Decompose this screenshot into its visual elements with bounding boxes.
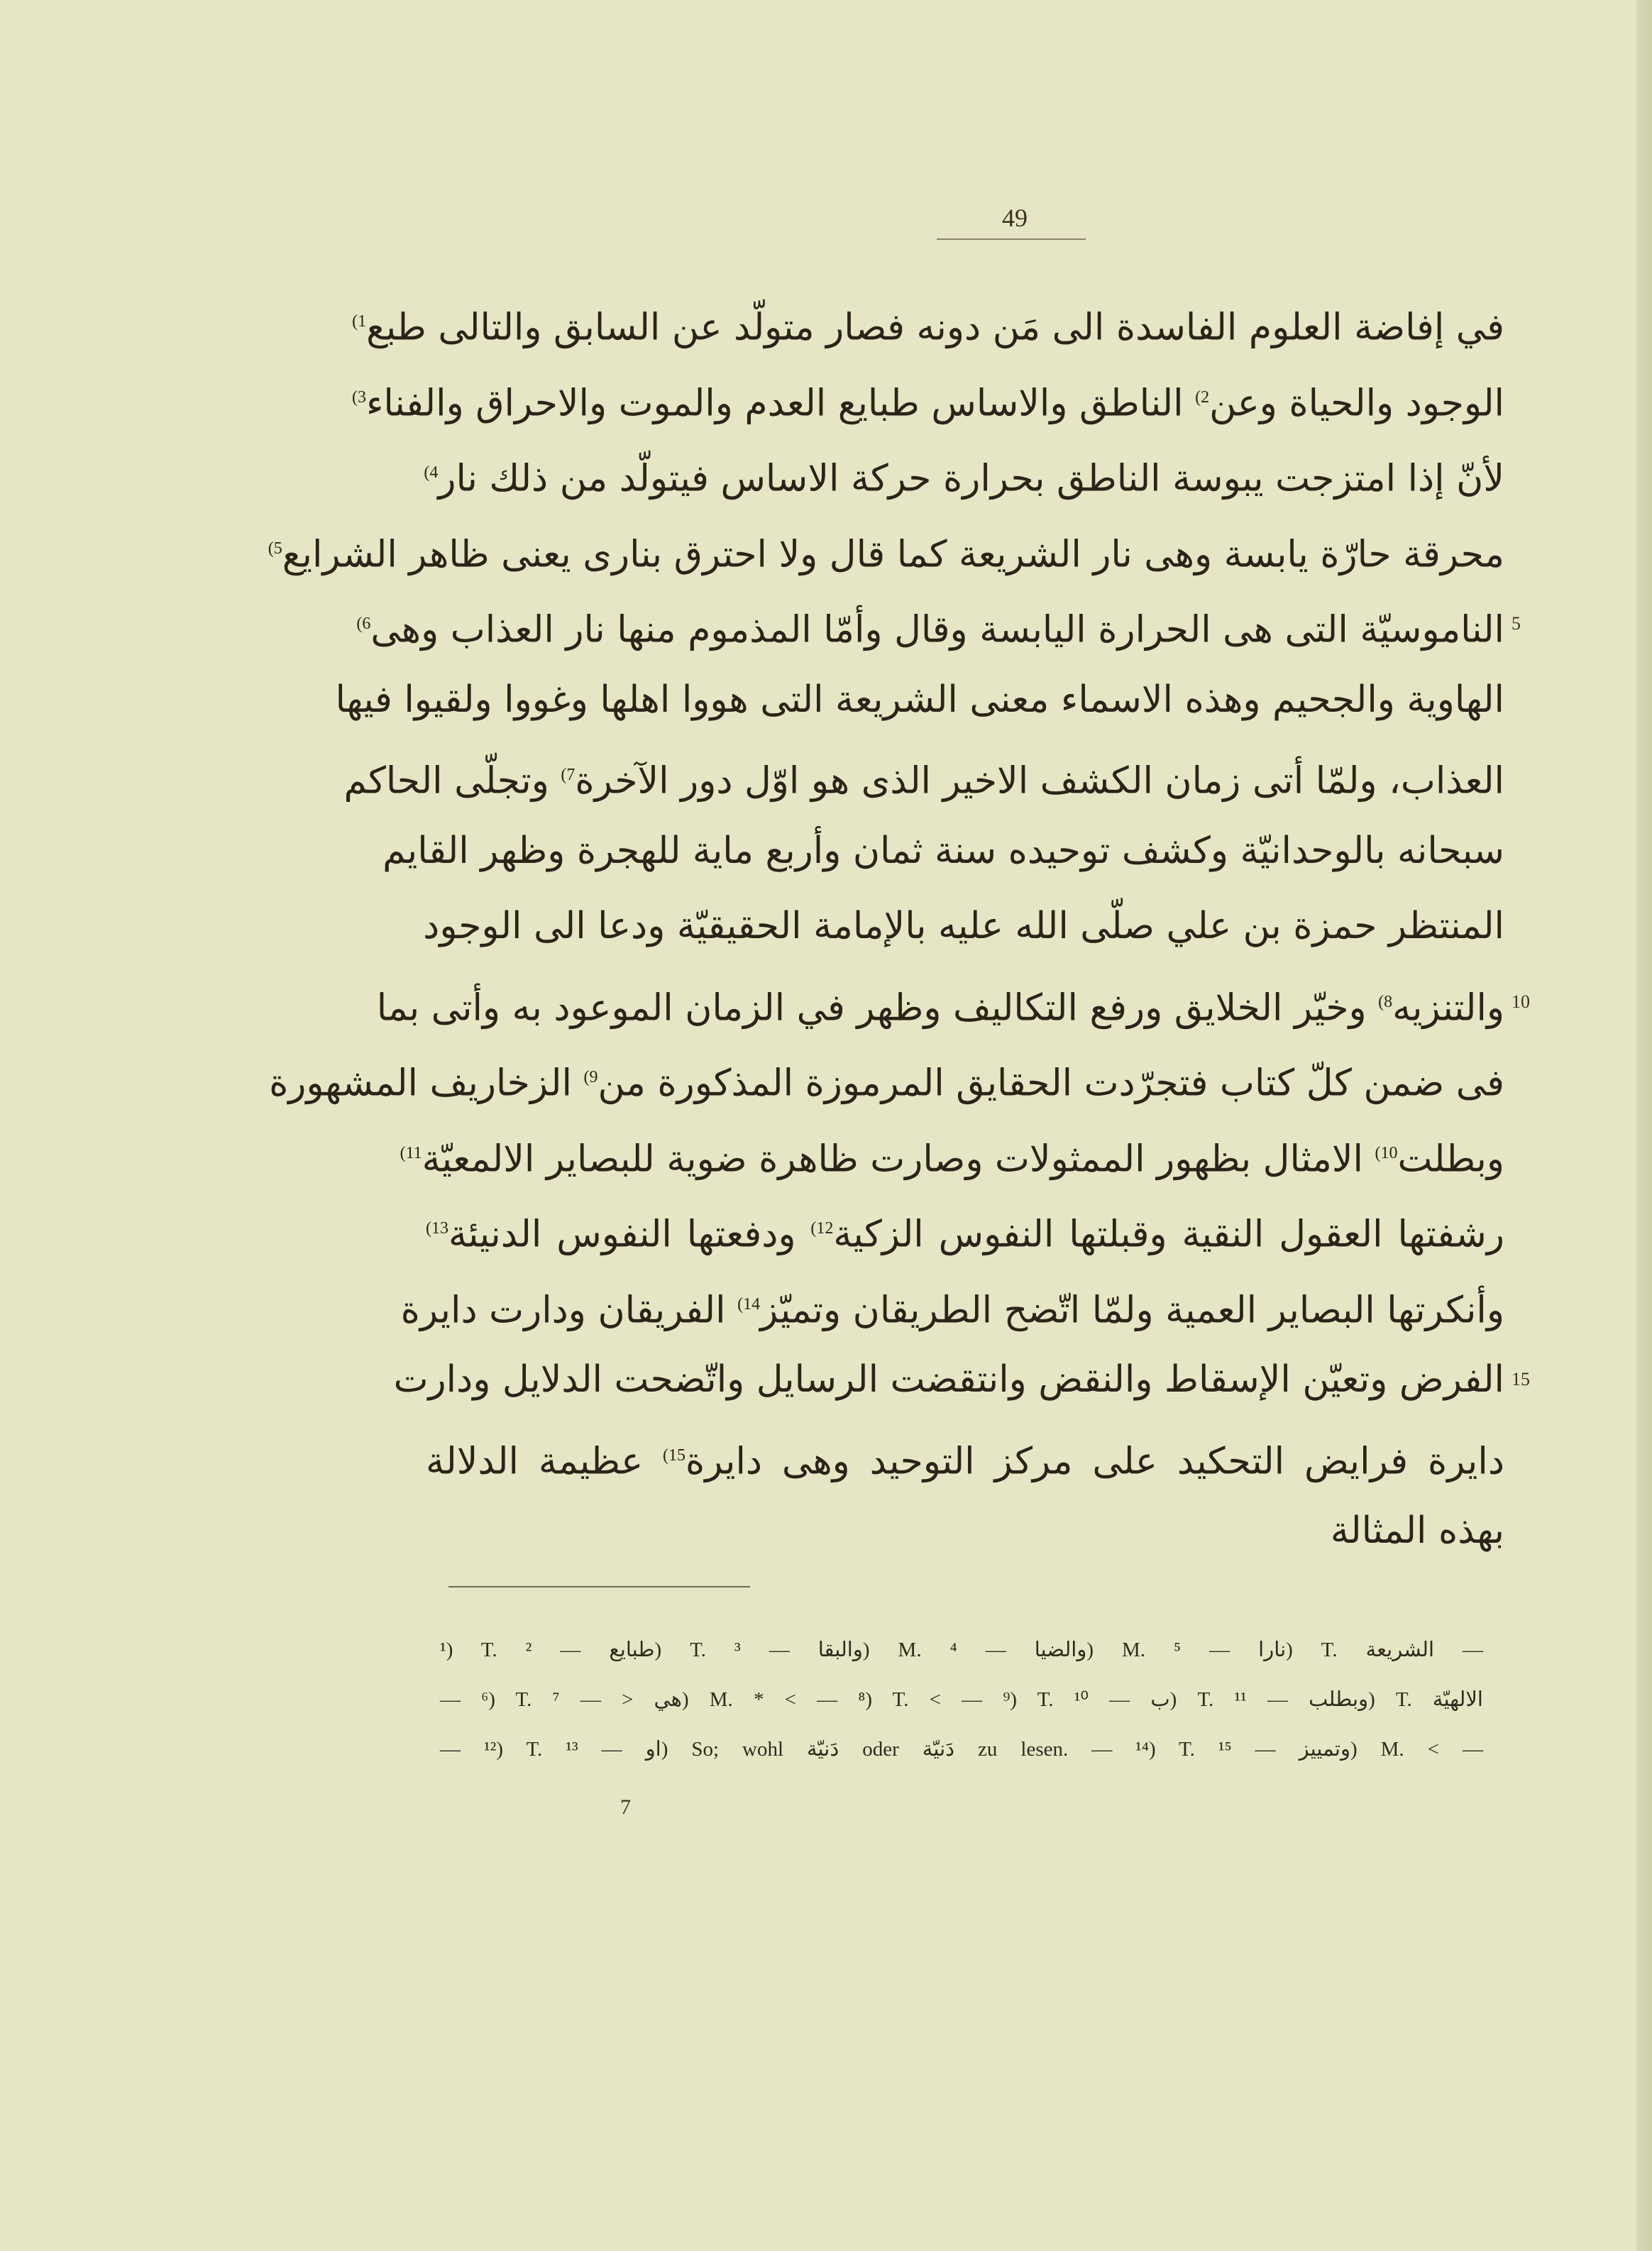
line-text: [376, 964, 1504, 1045]
header-rule: [937, 238, 1086, 240]
line-segment: العذاب، ولمّا أتى زمان الكشف الاخير الذى هو اوّل دور الآخرة: [575, 759, 1504, 803]
line-segment: بهذه المثالة: [1330, 1509, 1504, 1552]
line-text: [382, 813, 1504, 888]
text-line: [400, 1116, 1504, 1191]
line-segment: في إفاضة العلوم الفاسدة الى مَن دونه فصار متولّد عن السابق والتالى طبع: [366, 306, 1504, 349]
footnote-marker: 2): [1195, 387, 1210, 407]
footnote-marker: 12): [810, 1219, 834, 1238]
line-segment: المنتظر حمزة بن علي صلّى الله عليه بالإمامة الحقيقيّة ودعا الى الوجود: [423, 905, 1504, 947]
page-number: 49: [1002, 204, 1028, 232]
footnote-marker: 14): [737, 1294, 761, 1314]
footnote-marker: 9): [583, 1068, 598, 1086]
text-line: [426, 435, 1504, 511]
text-line: [400, 1267, 1504, 1343]
line-segment: وخيّر الخلايق ورفع التكاليف وظهر في الزمان الموعود به وأتى بما: [376, 986, 1367, 1029]
line-segment: وبطلت: [1397, 1137, 1504, 1180]
text-line: [382, 813, 1504, 889]
footnote-line: — ¹²) T. او — ¹³) So; wohl دَنيّة oder دَنيّة zu lesen. — ¹⁴) T. وتمييز — ¹⁵) M. < —: [440, 1738, 1483, 1761]
line-segment: عظيمة الدلالة: [426, 1439, 644, 1482]
line-segment: لأنّ إذا امتزجت يبوسة الناطق بحرارة حركة الاساس فيتولّد من ذلك نار: [438, 457, 1504, 500]
text-line: [426, 1418, 1504, 1494]
line-number: 10: [1511, 991, 1530, 1012]
page-edge: [1636, 0, 1652, 2251]
footnote-marker: 13): [426, 1219, 448, 1238]
footnote-marker: 7): [561, 766, 576, 784]
line-segment: الناموسيّة التى هى الحرارة اليابسة وقال وأمّا المذموم منها نار العذاب وهى: [370, 608, 1504, 651]
text-line: [426, 1493, 1504, 1569]
line-segment: الوجود والحياة وعن: [1209, 381, 1504, 424]
arabic-body-text: [268, 284, 1530, 1569]
text-line: [426, 1191, 1504, 1267]
text-line: [393, 1342, 1530, 1418]
line-number: 15: [1511, 1369, 1530, 1389]
signature-mark: 7: [620, 1795, 631, 1819]
footnote-rule: [448, 1586, 750, 1587]
footnote-line: ¹) T. طبايع — ²) T. والبقا — ³) M. والضيا — ⁴) M. نارا — ⁵) T. الشريعة —: [440, 1639, 1483, 1661]
line-segment: دايرة فرايض التحكيد على مركز التوحيد وهى دايرة: [685, 1439, 1504, 1482]
line-text: [356, 586, 1504, 667]
footnote-line: — ⁶) T. هي < — ⁷) M. * < — ⁸) T. < — ⁹) T. ب — ¹⁰) T. وبطلب — ¹¹) T. الالهيّة: [440, 1688, 1483, 1711]
line-text: [400, 1267, 1504, 1348]
text-line: [352, 284, 1504, 360]
footnote-marker: 6): [356, 615, 371, 633]
footnote-marker: 4): [424, 463, 439, 482]
line-segment: والتنزيه: [1392, 986, 1504, 1029]
footnote-marker: 5): [268, 539, 282, 558]
line-segment: الهاوية والجحيم وهذه الاسماء معنى الشريعة التى هووا اهلها وغووا ولقيوا فيها: [335, 678, 1504, 721]
line-segment: محرقة حارّة يابسة وهى نار الشريعة كما قال ولا احترق بنارى يعنى ظاهر الشرايع: [282, 532, 1504, 576]
text-line: [423, 888, 1504, 964]
footnotes: [440, 1625, 1483, 1774]
line-text: [335, 662, 1504, 737]
line-text: [268, 511, 1504, 592]
footnote-marker: 11): [400, 1143, 422, 1162]
footnote-marker: 3): [351, 387, 366, 407]
line-text: [343, 737, 1504, 818]
line-text: [352, 284, 1504, 365]
footnote-marker: 10): [1375, 1143, 1398, 1162]
line-segment: الامثال بظهور الممثولات وصارت ظاهرة ضوية للبصاير الالمعيّة: [422, 1137, 1363, 1180]
line-number: 5: [1511, 613, 1521, 634]
line-segment: سبحانه بالوحدانيّة وكشف توحيده سنة ثمان وأربع ماية للهجرة وظهر القايم: [382, 829, 1504, 872]
line-segment: وتجلّى الحاكم: [343, 759, 549, 803]
footnote-marker: 1): [352, 312, 367, 331]
line-text: [423, 888, 1504, 964]
line-text: [426, 1418, 1504, 1499]
line-segment: رشفتها العقول النقية وقبلتها النفوس الزكية: [833, 1213, 1504, 1256]
line-text: [426, 1191, 1504, 1272]
line-text: [400, 1116, 1504, 1196]
line-text: [426, 435, 1504, 516]
line-segment: الناطق والاساس طبايع العدم والموت والاحراق والفناء: [365, 381, 1184, 424]
line-text: [393, 1342, 1504, 1417]
footnote-marker: 8): [1378, 992, 1393, 1011]
text-line: [356, 586, 1521, 662]
text-line: [268, 511, 1504, 587]
line-segment: فى ضمن كلّ كتاب فتجرّدت الحقايق المرموزة المذكورة من: [598, 1062, 1504, 1105]
line-segment: وأنكرتها البصاير العمية ولمّا اتّضح الطريقان وتميّز: [760, 1288, 1504, 1331]
footnote-marker: 15): [663, 1446, 686, 1465]
text-line: [269, 1040, 1504, 1116]
line-segment: الزخاريف المشهورة: [269, 1062, 572, 1105]
line-segment: ودفعتها النفوس الدنيئة: [448, 1213, 796, 1256]
text-line: [335, 662, 1504, 738]
line-text: [426, 1493, 1504, 1568]
text-line: [343, 737, 1504, 813]
line-segment: الفريقان ودارت دايرة: [400, 1288, 726, 1331]
line-text: [269, 1040, 1504, 1121]
line-text: [351, 360, 1504, 441]
line-segment: الفرض وتعيّن الإسقاط والنقض وانتقضت الرسايل واتّضحت الدلايل ودارت: [393, 1358, 1504, 1401]
text-line: [376, 964, 1530, 1040]
text-line: [351, 360, 1504, 436]
